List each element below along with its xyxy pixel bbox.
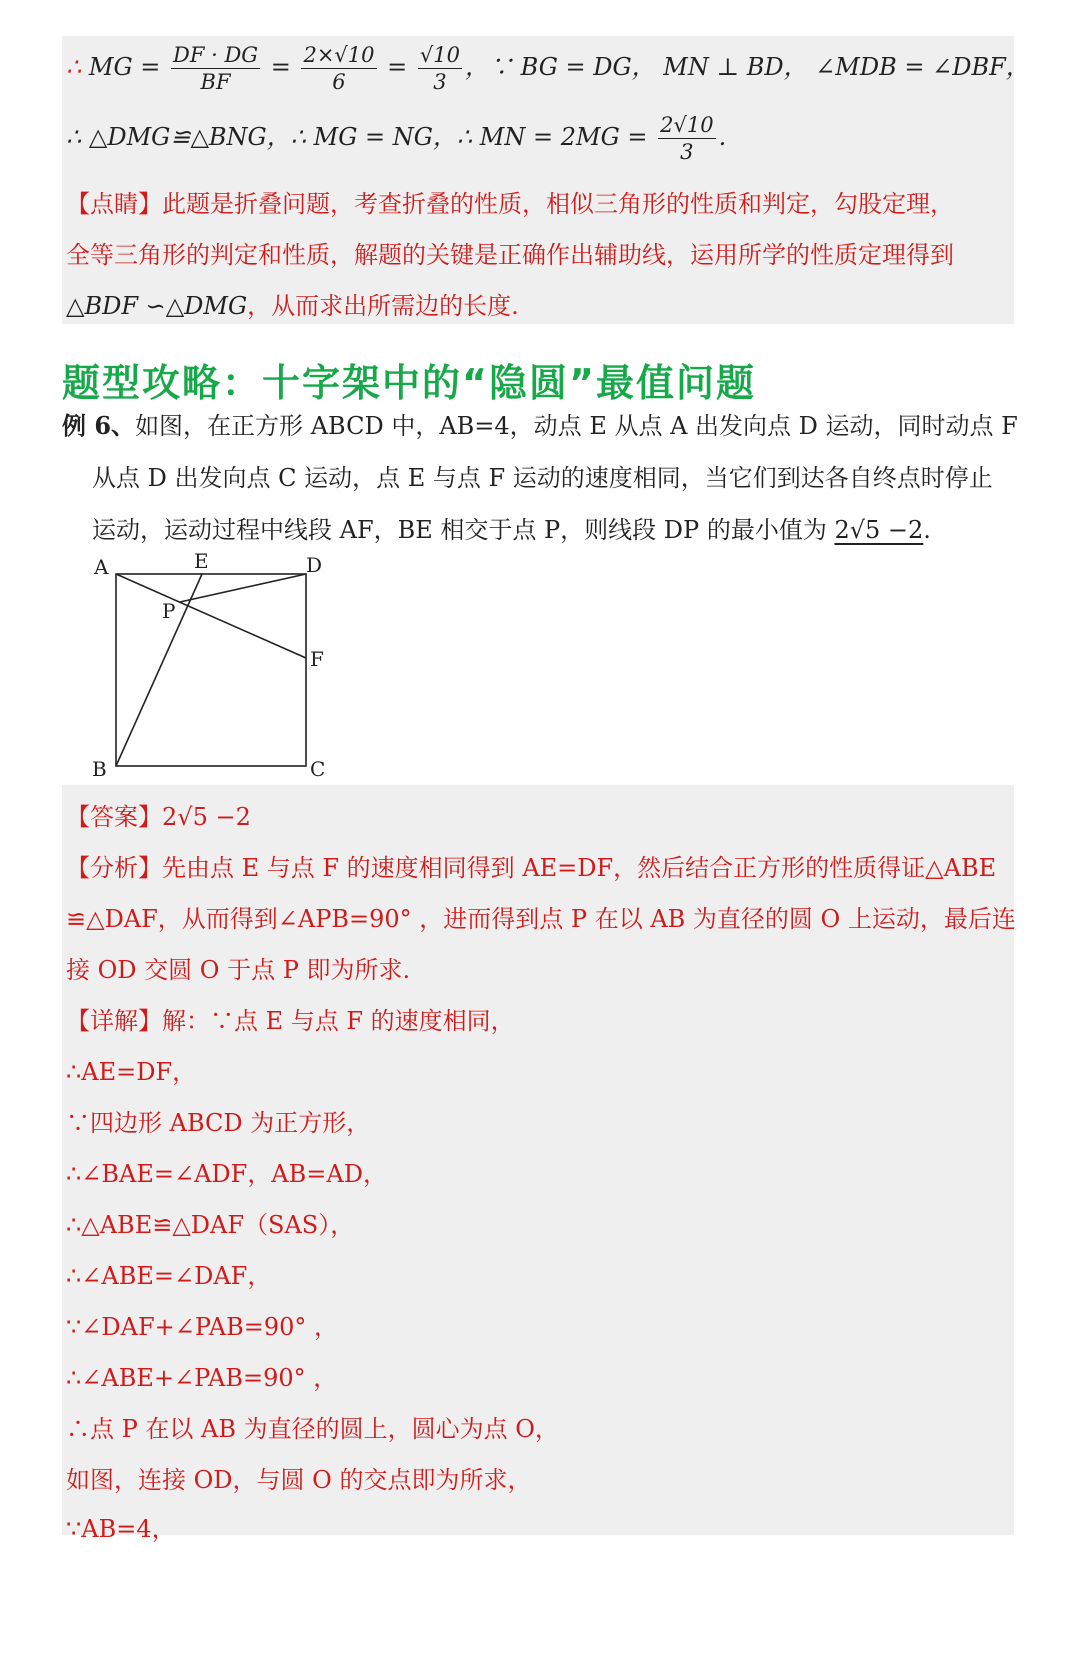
step-1: ∴AE=DF， [66,1058,197,1086]
equals: = [379,53,415,81]
fraction-2root10-6 [301,42,376,95]
fraction-denominator: 3 [680,140,694,164]
fraction-numerator: 2×√10 [303,43,375,67]
answer-tag: 【答案】 [66,803,162,831]
label-a: A [94,555,109,579]
congruence-statement: ∴ △DMG≌△BNG，∴ MG = NG，∴ MN = 2MG = [66,123,656,151]
fraction-2root10-3 [658,112,715,165]
step-8: ∴点 P 在以 AB 为直径的圆上，圆心为点 O， [66,1415,559,1443]
step-2: ∵四边形 ABCD 为正方形， [66,1109,371,1137]
fraction-denominator: 6 [332,70,346,94]
square-figure [80,548,340,788]
mg-label: MG = [88,53,169,81]
label-d: D [306,553,323,577]
dianjing-line-2: 全等三角形的判定和性质，解题的关键是正确作出辅助线，运用所学的性质定理得到 [66,241,954,269]
label-c: C [310,757,326,781]
fraction-numerator: √10 [419,43,460,67]
segment-be [116,574,202,766]
step-10: ∵AB=4， [66,1515,176,1543]
example-text-1: 如图，在正方形 ABCD 中，AB=4，动点 E 从点 A 出发向点 D 运动，同时动点 F [135,412,1018,440]
step-9: 如图，连接 OD，与圆 O 的交点即为所求， [66,1466,532,1494]
fraction-numerator: DF · DG [173,43,259,67]
analysis-line-2: ≌△DAF，从而得到∠APB=90° ，进而得到点 P 在以 AB 为直径的圆 O 上运动，最后连 [66,905,1016,933]
dianjing-line-1 [66,184,954,219]
dianjing-text-1: 此题是折叠问题，考查折叠的性质，相似三角形的性质和判定，勾股定理， [162,190,954,218]
segment-af [116,574,306,658]
step-7: ∴∠ABE+∠PAB=90° ， [66,1364,338,1392]
fraction-numerator: 2√10 [660,113,714,137]
fraction-root10-3 [418,42,462,95]
dianjing-text-3: ，从而求出所需边的长度. [247,292,519,320]
square-abcd [116,574,306,766]
answer-value: 2√5 −2 [162,803,251,831]
equals: = [263,53,299,81]
analysis-line-3: 接 OD 交圆 O 于点 P 即为所求. [66,956,411,984]
example-line-1 [62,406,1018,441]
example-text-3: 运动，运动过程中线段 AF，BE 相交于点 P，则线段 DP 的最小值为 [92,516,835,544]
label-b: B [92,757,107,781]
analysis-text-1: 先由点 E 与点 F 的速度相同得到 AE=DF，然后结合正方形的性质得证△ABE [162,854,997,882]
example-label: 例 6、 [62,411,136,440]
mg-equation-tail: ，∵ BG = DG， MN ⊥ BD， ∠MDB = ∠DBF， [465,53,1030,81]
period: . [718,123,727,151]
period: . [923,516,931,544]
fraction-denominator: BF [200,70,231,94]
mg-equation-line [66,42,1030,95]
analysis-tag: 【分析】 [66,854,162,882]
example-line-3 [92,510,931,545]
label-f: F [310,647,324,671]
therefore-symbol: ∴ [66,53,89,81]
example-line-2: 从点 D 出发向点 C 运动，点 E 与点 F 运动的速度相同，当它们到达各自终点时停止 [92,464,993,492]
detail-line-0 [66,1001,515,1036]
section-title: 题型攻略：十字架中的“隐圆”最值问题 [62,361,756,405]
fraction-df-dg-bf [171,42,260,95]
label-e: E [194,549,209,573]
similar-triangles: △BDF ∽△DMG [66,292,248,320]
answer-line [66,797,251,832]
detail-tag: 【详解】 [66,1007,162,1035]
step-6: ∵∠DAF+∠PAB=90° ， [66,1313,339,1341]
analysis-line-1 [66,848,996,883]
step-5: ∴∠ABE=∠DAF， [66,1262,272,1290]
fraction-denominator: 3 [433,70,447,94]
label-p: P [162,599,176,623]
segment-pd [180,574,306,602]
step-3: ∴∠BAE=∠ADF，AB=AD， [66,1160,387,1188]
detail-text-0: 解：∵点 E 与点 F 的速度相同， [162,1007,515,1035]
dianjing-line-3 [66,286,519,321]
answer-blank: 2√5 −2 [834,516,924,544]
mn-equation-line [66,112,726,165]
dianjing-tag: 【点睛】 [66,190,162,218]
step-4: ∴△ABE≌△DAF（SAS）， [66,1211,355,1239]
